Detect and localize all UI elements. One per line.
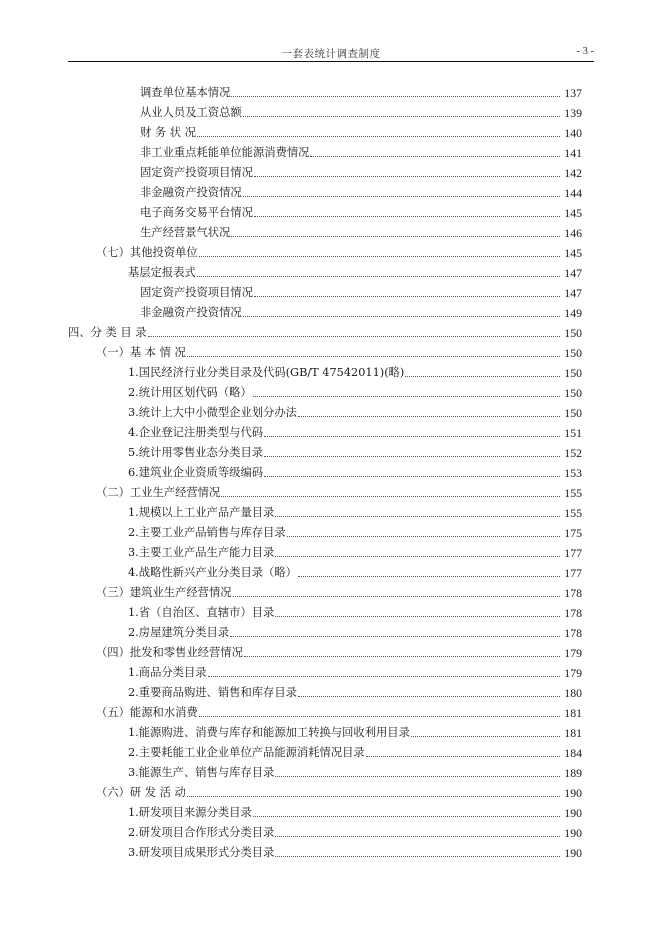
toc-entry[interactable]: [96, 340, 582, 360]
toc-entry[interactable]: [128, 260, 582, 280]
toc-entry-page: 180: [564, 686, 582, 700]
dot-leader: [411, 735, 560, 737]
toc-entry-page: 177: [564, 546, 582, 560]
toc-entry-page: 142: [564, 166, 582, 180]
toc-entry[interactable]: [128, 400, 582, 420]
dot-leader: [197, 275, 560, 277]
dot-leader: [275, 855, 560, 857]
toc-entry-label: （六）研 发 活 动: [96, 786, 186, 799]
dot-leader: [275, 775, 560, 777]
toc-entry-page: 151: [564, 426, 582, 440]
toc-entry[interactable]: [96, 640, 582, 660]
dot-leader: [298, 575, 560, 577]
toc-entry-label: 3.主要工业产品生产能力目录: [128, 546, 275, 559]
dot-leader: [298, 695, 560, 697]
toc-entry-label: 非金融资产投资情况: [140, 186, 242, 199]
toc-entry-label: 2.重要商品购进、销售和库存目录: [128, 686, 297, 699]
toc-entry-label: 非金融资产投资情况: [140, 306, 242, 319]
toc-entry[interactable]: [140, 160, 582, 180]
dot-leader: [243, 315, 560, 317]
toc-entry-page: 184: [564, 746, 582, 760]
toc-entry-label: 2.统计用区划代码（略）: [128, 386, 252, 399]
dot-leader: [264, 435, 560, 437]
toc-entry[interactable]: [96, 780, 582, 800]
dot-leader: [199, 255, 560, 257]
dot-leader: [254, 215, 560, 217]
dot-leader: [310, 155, 560, 157]
toc-entry-page: 150: [564, 346, 582, 360]
dot-leader: [275, 555, 560, 557]
toc-entry[interactable]: [128, 720, 582, 740]
toc-entry-page: 145: [564, 206, 582, 220]
dot-leader: [264, 455, 560, 457]
toc-entry-label: 4.企业登记注册类型与代码: [128, 426, 264, 439]
dot-leader: [208, 675, 560, 677]
toc-entry-label: 3.统计上大中小微型企业划分办法: [128, 406, 297, 419]
toc-entry-label: （七）其他投资单位: [96, 246, 198, 259]
toc-entry[interactable]: [140, 100, 582, 120]
page-header: [68, 44, 594, 62]
toc-entry[interactable]: [128, 820, 582, 840]
toc-entry-page: 141: [564, 146, 582, 160]
dot-leader: [253, 395, 560, 397]
dot-leader: [244, 655, 560, 657]
toc-entry-label: 基层定报表式: [128, 266, 196, 279]
toc-entry-page: 150: [564, 326, 582, 340]
dot-leader: [253, 815, 560, 817]
dot-leader: [287, 535, 560, 537]
toc-entry-label: 非工业重点耗能单位能源消费情况: [140, 146, 310, 159]
toc-entry-label: （四）批发和零售业经营情况: [96, 646, 243, 659]
toc-entry-label: 财 务 状 况: [140, 126, 196, 139]
toc-entry-page: 190: [564, 786, 582, 800]
dot-leader: [197, 135, 560, 137]
toc-entry-label: 电子商务交易平台情况: [140, 206, 253, 219]
toc-entry-page: 155: [564, 506, 582, 520]
toc-entry[interactable]: [140, 120, 582, 140]
toc-entry[interactable]: [128, 600, 582, 620]
toc-entry[interactable]: [128, 560, 582, 580]
toc-entry-page: 181: [564, 726, 582, 740]
toc-entry-page: 146: [564, 226, 582, 240]
toc-entry-label: （二）工业生产经营情况: [96, 486, 221, 499]
dot-leader: [275, 515, 560, 517]
dot-leader: [243, 195, 560, 197]
toc-entry[interactable]: [96, 480, 582, 500]
toc-entry-label: 3.能源生产、销售与库存目录: [128, 766, 275, 779]
toc-entry-page: 144: [564, 186, 582, 200]
toc-entry[interactable]: [140, 200, 582, 220]
page-number: - 3 -: [576, 46, 594, 57]
toc-entry[interactable]: [128, 380, 582, 400]
toc-entry-page: 145: [564, 246, 582, 260]
dot-leader: [187, 355, 560, 357]
toc-entry-label: 2.房屋建筑分类目录: [128, 626, 230, 639]
dot-leader: [366, 755, 560, 757]
toc-entry[interactable]: [96, 580, 582, 600]
toc-entry-page: 150: [564, 386, 582, 400]
toc-entry-page: 155: [564, 486, 582, 500]
toc-entry-label: 生产经营景气状况: [140, 226, 231, 239]
dot-leader: [254, 175, 560, 177]
toc-entry[interactable]: [96, 700, 582, 720]
toc-entry[interactable]: [128, 660, 582, 680]
toc-entry-page: 177: [564, 566, 582, 580]
toc-entry-label: 四、分 类 目 录: [68, 326, 147, 339]
toc-entry-page: 140: [564, 126, 582, 140]
toc-entry[interactable]: [128, 420, 582, 440]
dot-leader: [243, 115, 560, 117]
toc-entry-page: 137: [564, 86, 582, 100]
toc-entry[interactable]: [128, 740, 582, 760]
toc-entry-page: 178: [564, 586, 582, 600]
dot-leader: [221, 495, 560, 497]
dot-leader: [233, 595, 560, 597]
toc-entry[interactable]: [128, 460, 582, 480]
dot-leader: [231, 235, 560, 237]
toc-entry-label: 调查单位基本情况: [140, 86, 231, 99]
toc-entry-label: 1.省（自治区、直辖市）目录: [128, 606, 275, 619]
toc-entry-page: 181: [564, 706, 582, 720]
toc-entry-label: （一）基 本 情 况: [96, 346, 186, 359]
toc-entry-page: 178: [564, 606, 582, 620]
toc-entry-page: 175: [564, 526, 582, 540]
toc-entry-page: 179: [564, 666, 582, 680]
toc-entry-label: 3.研发项目成果形式分类目录: [128, 846, 275, 859]
toc-entry-page: 190: [564, 826, 582, 840]
dot-leader: [230, 635, 560, 637]
document-title: 一套表统计调查制度: [281, 48, 381, 60]
toc-entry-label: 固定资产投资项目情况: [140, 286, 253, 299]
toc-entry[interactable]: [128, 800, 582, 820]
toc-entry[interactable]: [128, 360, 582, 380]
toc-entry-page: 179: [564, 646, 582, 660]
toc-entry-page: 190: [564, 846, 582, 860]
toc-entry-label: 2.主要耗能工业企业单位产品能源消耗情况目录: [128, 746, 365, 759]
toc-entry-label: 6.建筑业企业资质等级编码: [128, 466, 264, 479]
toc-entry[interactable]: [68, 320, 582, 340]
toc-entry-label: 2.主要工业产品销售与库存目录: [128, 526, 286, 539]
toc-entry-label: 5.统计用零售业态分类目录: [128, 446, 264, 459]
toc-entry-page: 150: [564, 366, 582, 380]
toc-entry-page: 190: [564, 806, 582, 820]
toc-entry[interactable]: [140, 220, 582, 240]
toc-entry[interactable]: [140, 80, 582, 100]
toc-entry[interactable]: [140, 140, 582, 160]
dot-leader: [199, 715, 560, 717]
dot-leader: [264, 475, 560, 477]
toc-entry[interactable]: [140, 180, 582, 200]
toc-entry[interactable]: [128, 540, 582, 560]
toc-entry-label: 1.能源购进、消费与库存和能源加工转换与回收利用目录: [128, 726, 410, 739]
toc-entry-label: （五）能源和水消费: [96, 706, 198, 719]
toc-entry[interactable]: [140, 280, 582, 300]
dot-leader: [187, 795, 560, 797]
dot-leader: [298, 415, 560, 417]
toc-entry-page: 147: [564, 286, 582, 300]
toc-entry-label: 固定资产投资项目情况: [140, 166, 253, 179]
toc-entry[interactable]: [140, 300, 582, 320]
toc-entry[interactable]: [128, 520, 582, 540]
toc-entry-label: （三）建筑业生产经营情况: [96, 586, 232, 599]
toc-entry-label: 2.研发项目合作形式分类目录: [128, 826, 275, 839]
toc-entry-page: 153: [564, 466, 582, 480]
toc-entry-label: 1.研发项目来源分类目录: [128, 806, 252, 819]
toc-entry-page: 152: [564, 446, 582, 460]
dot-leader: [405, 375, 560, 377]
toc-entry[interactable]: [128, 500, 582, 520]
toc-entry[interactable]: [128, 440, 582, 460]
dot-leader: [254, 295, 560, 297]
toc-entry-page: 149: [564, 306, 582, 320]
dot-leader: [275, 615, 560, 617]
toc-entry[interactable]: [128, 680, 582, 700]
toc-entry[interactable]: [128, 760, 582, 780]
toc-entry-page: 189: [564, 766, 582, 780]
toc-entry-label: 1.国民经济行业分类目录及代码(GB/T 47542011)(略): [128, 366, 405, 379]
toc-entry[interactable]: [96, 240, 582, 260]
dot-leader: [148, 335, 560, 337]
toc-entry-label: 4.战略性新兴产业分类目录（略）: [128, 566, 297, 579]
toc-entry-label: 1.商品分类目录: [128, 666, 207, 679]
dot-leader: [275, 835, 560, 837]
toc-entry-page: 147: [564, 266, 582, 280]
toc-entry-page: 139: [564, 106, 582, 120]
toc-entry[interactable]: [128, 840, 582, 860]
toc-entry-label: 从业人员及工资总额: [140, 106, 242, 119]
toc-entry-page: 150: [564, 406, 582, 420]
toc-entry-page: 178: [564, 626, 582, 640]
toc-entry-label: 1.规模以上工业产品产量目录: [128, 506, 275, 519]
toc-entry[interactable]: [128, 620, 582, 640]
dot-leader: [231, 95, 560, 97]
